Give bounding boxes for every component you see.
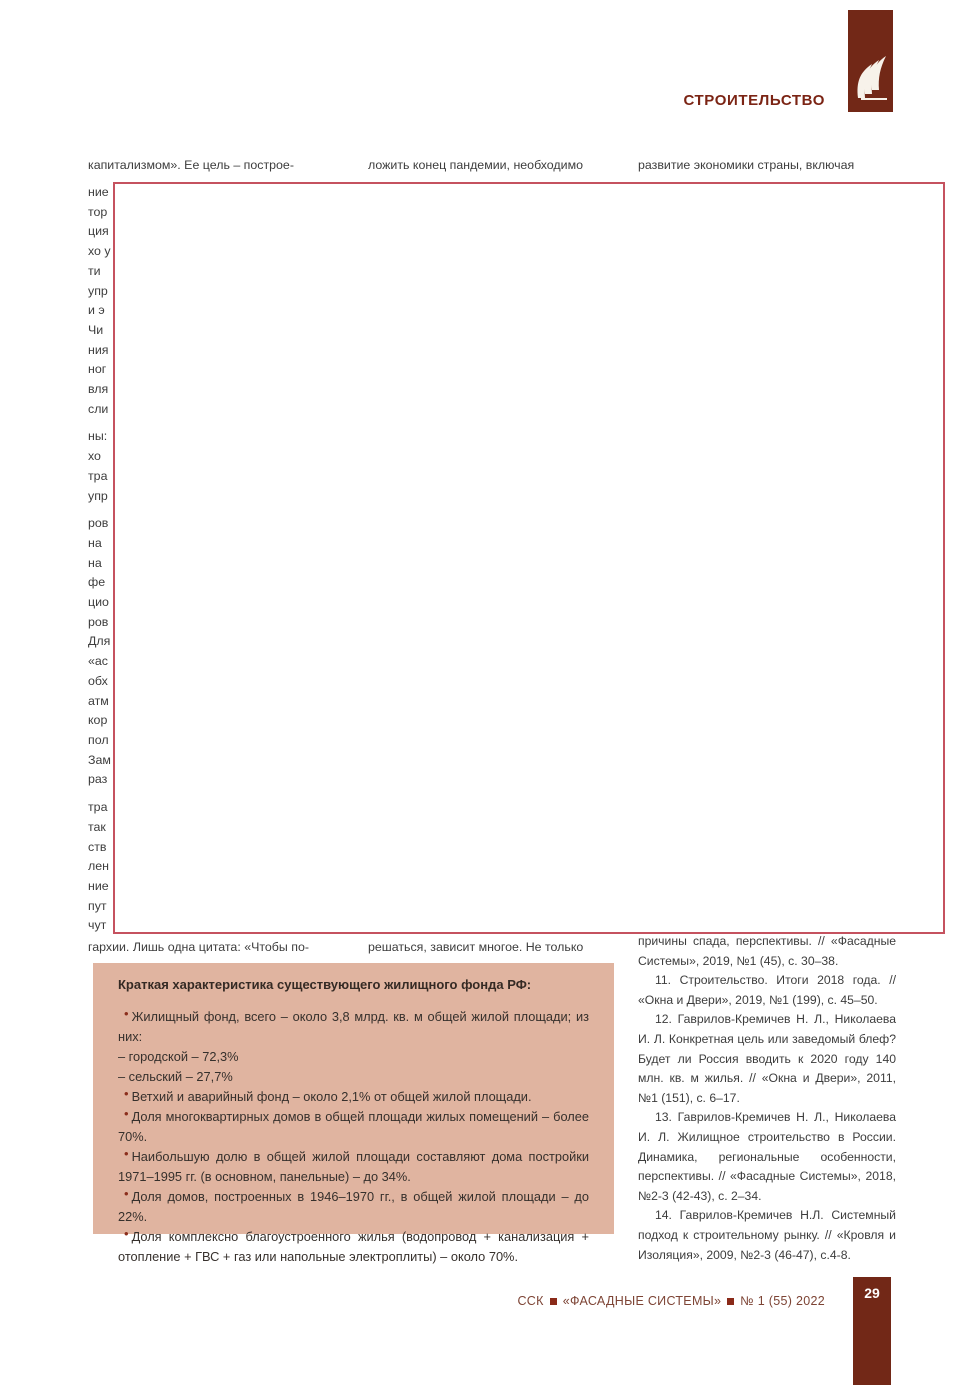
housing-fund-summary-box — [93, 963, 614, 1264]
footer-journal-name: «ФАСАДНЫЕ СИСТЕМЫ» — [562, 1294, 722, 1308]
book-pages-icon — [848, 99, 893, 116]
list-item: • Наибольшую долю в общей жилой площади составляют дома постройки 1971–1995 гг. (в основном, панельные) – до 34%. — [118, 1146, 589, 1184]
references-list — [638, 932, 896, 1265]
bullet-icon: • — [124, 1106, 129, 1121]
reference-item: 11. Строительство. Итоги 2018 года. // «Окна и Двери», 2019, №1 (199), с. 45–50. — [638, 973, 896, 1007]
fragment-paragraph: тра так ств лен ние пут чут — [88, 800, 109, 933]
column1-bottom-line: гархии. Лишь одна цитата: «Чтобы по- — [88, 940, 309, 954]
journal-logo — [848, 10, 893, 112]
list-subitem: – сельский – 27,7% — [118, 1069, 233, 1084]
page-number-box — [853, 1277, 891, 1385]
list-item: • Жилищный фонд, всего – около 3,8 млрд. кв. м общей жилой площади; из них: — [118, 1006, 589, 1044]
fragment-paragraph: ров на на фе цио ров Для «ас обх атм кор пол Зам раз — [88, 516, 111, 787]
square-separator-icon — [550, 1298, 557, 1305]
page-number: 29 — [864, 1285, 880, 1301]
column1-text-fragments — [88, 183, 114, 944]
footer-issue: № 1 (55) 2022 — [740, 1294, 825, 1308]
section-title: СТРОИТЕЛЬСТВО — [683, 92, 825, 109]
footer-publisher: ССК — [517, 1294, 544, 1308]
reference-item: 13. Гаврилов-Кремичев Н. Л., Николаева И. Л. Жилищное строительство в России. Динамика, региональные особенности, перспективы. // «Фасадные Системы», 2018, №2-3 (42-43), с. 2–34. — [638, 1110, 896, 1203]
list-subitem: – городской – 72,3% — [118, 1049, 239, 1064]
list-item: • Доля домов, построенных в 1946–1970 гг., в общей жилой площади – до 22%. — [118, 1186, 589, 1224]
bullet-icon: • — [124, 1086, 129, 1101]
list-item: • Доля комплексно благоустроенного жилья (водопровод + канализация + отопление + ГВС + газ или напольные электроплиты) – около 70%. — [118, 1226, 589, 1264]
bullet-icon: • — [124, 1186, 129, 1201]
column3-top-line: развитие экономики страны, включая — [638, 158, 855, 172]
journal-footer — [400, 1294, 825, 1308]
list-item: • Доля многоквартирных домов в общей площади жилых помещений – более 70%. — [118, 1106, 589, 1144]
fragment-paragraph: ны: хо тра упр — [88, 429, 108, 503]
column2-top-line: ложить конец пандемии, необходимо — [368, 158, 583, 172]
reference-item: 12. Гаврилов-Кремичев Н. Л., Николаева И. Л. Конкретная цель или заведомый блеф? Будет ли Россия вводить к 2020 году 140 млн. кв. м жилья. // «Окна и Двери», 2011, №1 (151), с. 6–17. — [638, 1012, 896, 1105]
fragment-paragraph: ние тор ция хо у ти упр и э Чи ния ног вля сли — [88, 185, 111, 416]
list-item: • Ветхий и аварийный фонд – около 2,1% от общей жилой площади. — [124, 1086, 532, 1104]
reference-item: причины спада, перспективы. // «Фасадные Системы», 2019, №1 (45), с. 30–38. — [638, 934, 896, 968]
bullet-icon: • — [124, 1146, 129, 1161]
square-separator-icon — [727, 1298, 734, 1305]
bullet-icon: • — [124, 1226, 129, 1241]
column1-top-line: капитализмом». Ее цель – построе- — [88, 158, 294, 172]
column2-bottom-line: решаться, зависит многое. Не только — [368, 940, 584, 954]
summary-box-items — [118, 1007, 589, 1267]
reference-item: 14. Гаврилов-Кремичев Н.Л. Системный подход к строительному рынку. // «Кровля и Изоляция», 2009, №2-3 (46-47), с.4-8. — [638, 1208, 896, 1262]
redaction-overlay-rectangle — [113, 182, 945, 934]
bullet-icon: • — [124, 1006, 129, 1021]
summary-box-title: Краткая характеристика существующего жилищного фонда РФ: — [118, 977, 532, 992]
